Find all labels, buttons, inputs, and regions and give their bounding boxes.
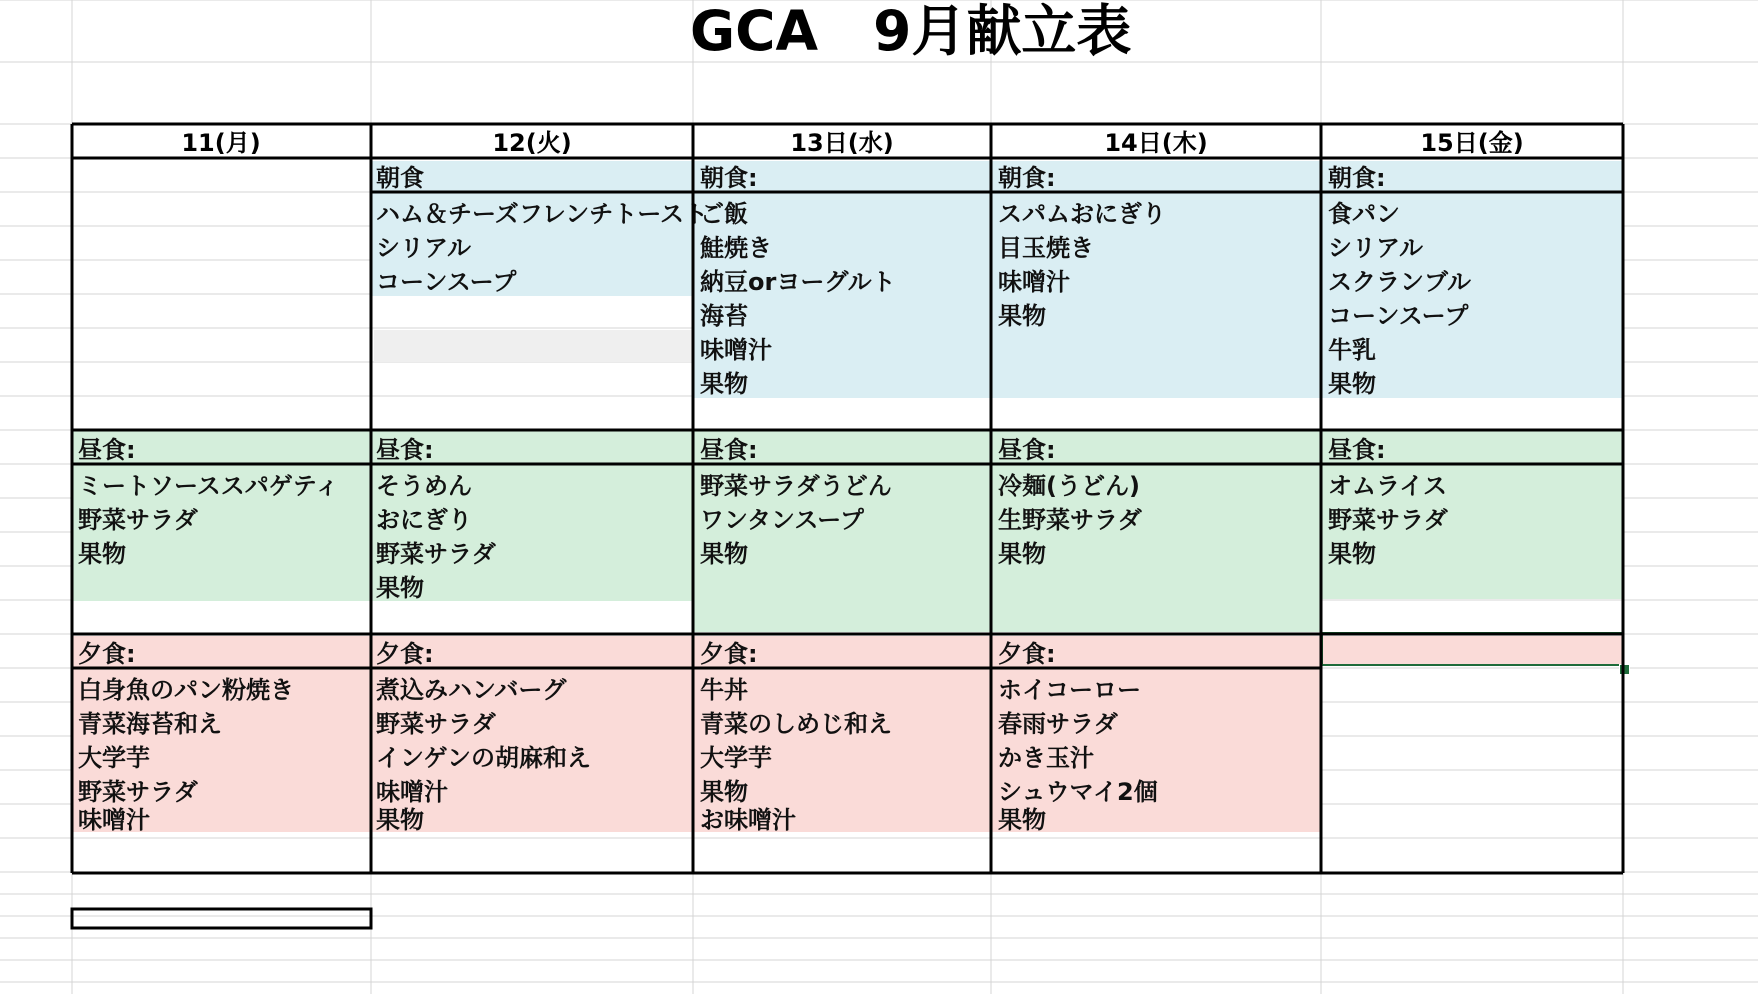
breakfast-label-fri: 朝食: (1328, 164, 1386, 192)
lunch-mon-item: ミートソーススパゲティ (78, 472, 339, 500)
breakfast-tue-item: コーンスープ (376, 268, 517, 296)
breakfast-wed-item: 味噌汁 (700, 336, 772, 364)
lunch-fri-item: 野菜サラダ (1328, 506, 1448, 534)
breakfast-wed-item: 海苔 (700, 302, 748, 330)
dinner-wed-item: 大学芋 (700, 744, 772, 772)
lunch-label-mon: 昼食: (78, 436, 136, 464)
breakfast-fri-item: 牛乳 (1328, 336, 1376, 364)
dinner-wed-item: 青菜のしめじ和え (700, 710, 892, 738)
breakfast-tue-gray-fill (374, 330, 692, 362)
lunch-thu-item: 果物 (998, 540, 1046, 568)
dinner-wed-item: お味噌汁 (700, 806, 796, 834)
lunch-thu-item: 生野菜サラダ (998, 506, 1142, 534)
lunch-label-fri: 昼食: (1328, 436, 1386, 464)
lunch-mon-item: 果物 (78, 540, 126, 568)
breakfast-label-wed: 朝食: (700, 164, 758, 192)
lunch-label-wed: 昼食: (700, 436, 758, 464)
breakfast-fri-item: 果物 (1328, 370, 1376, 398)
lunch-tue-item: おにぎり (376, 506, 472, 534)
dinner-wed-item: 牛丼 (700, 676, 748, 704)
lunch-fri-item: オムライス (1328, 472, 1448, 500)
breakfast-label-thu: 朝食: (998, 164, 1056, 192)
day-header-tue: 12(火) (492, 129, 572, 157)
lunch-wed-item: ワンタンスープ (700, 506, 864, 534)
breakfast-thu-item: 果物 (998, 302, 1046, 330)
breakfast-wed-item: 果物 (700, 370, 748, 398)
dinner-thu-item: ホイコーロー (998, 676, 1142, 704)
dinner-tue-item: インゲンの胡麻和え (376, 744, 592, 772)
dinner-mon-item: 青菜海苔和え (78, 710, 222, 738)
day-header-wed: 13日(水) (790, 129, 894, 157)
lunch-tue-item: 野菜サラダ (376, 540, 496, 568)
selected-cell[interactable] (1321, 632, 1624, 666)
lunch-tue-item: 果物 (376, 574, 424, 602)
dinner-label-wed: 夕食: (700, 640, 758, 668)
page-title: GCA 9月献立表 (690, 0, 1132, 63)
dinner-tue-item: 果物 (376, 806, 424, 834)
breakfast-tue-item: シリアル (376, 234, 472, 262)
dinner-mon-item: 味噌汁 (78, 806, 150, 834)
lunch-wed-item: 野菜サラダうどん (700, 472, 892, 500)
dinner-thu-item: 春雨サラダ (998, 710, 1118, 738)
day-header-fri: 15日(金) (1420, 129, 1524, 157)
dinner-tue-item: 味噌汁 (376, 778, 448, 806)
dinner-tue-item: 野菜サラダ (376, 710, 496, 738)
dinner-thu-item: かき玉汁 (998, 744, 1094, 772)
lunch-mon-item: 野菜サラダ (78, 506, 198, 534)
breakfast-fri-item: コーンスープ (1328, 302, 1469, 330)
lunch-thu-item: 冷麺(うどん) (998, 472, 1140, 500)
breakfast-wed-item: 鮭焼き (700, 234, 772, 262)
lunch-label-tue: 昼食: (376, 436, 434, 464)
breakfast-wed-item: ご飯 (700, 200, 748, 228)
breakfast-thu-item: スパムおにぎり (998, 200, 1166, 228)
lunch-fri-item: 果物 (1328, 540, 1376, 568)
dinner-tue-item: 煮込みハンバーグ (376, 676, 567, 704)
day-header-thu: 14日(木) (1104, 129, 1208, 157)
dinner-mon-item: 白身魚のパン粉焼き (78, 676, 294, 704)
dinner-thu-item: シュウマイ2個 (998, 778, 1158, 806)
dinner-mon-item: 大学芋 (78, 744, 150, 772)
breakfast-thu-item: 目玉焼き (998, 234, 1094, 262)
breakfast-fri-item: 食パン (1328, 200, 1400, 228)
breakfast-fri-item: シリアル (1328, 234, 1424, 262)
breakfast-tue-item: ハム＆チーズフレンチトースト (376, 200, 709, 228)
breakfast-label-tue: 朝食 (376, 164, 424, 192)
lunch-label-thu: 昼食: (998, 436, 1056, 464)
dinner-thu-item: 果物 (998, 806, 1046, 834)
lunch-wed-item: 果物 (700, 540, 748, 568)
breakfast-wed-item: 納豆orヨーグルト (700, 268, 896, 296)
fill-handle[interactable] (1619, 664, 1630, 675)
breakfast-fri-item: スクランブル (1328, 268, 1472, 296)
dinner-mon-item: 野菜サラダ (78, 778, 198, 806)
dinner-label-mon: 夕食: (78, 640, 136, 668)
dinner-wed-item: 果物 (700, 778, 748, 806)
dinner-label-tue: 夕食: (376, 640, 434, 668)
day-header-mon: 11(月) (181, 129, 261, 157)
breakfast-thu-item: 味噌汁 (998, 268, 1070, 296)
dinner-label-thu: 夕食: (998, 640, 1056, 668)
lunch-tue-item: そうめん (376, 472, 472, 500)
